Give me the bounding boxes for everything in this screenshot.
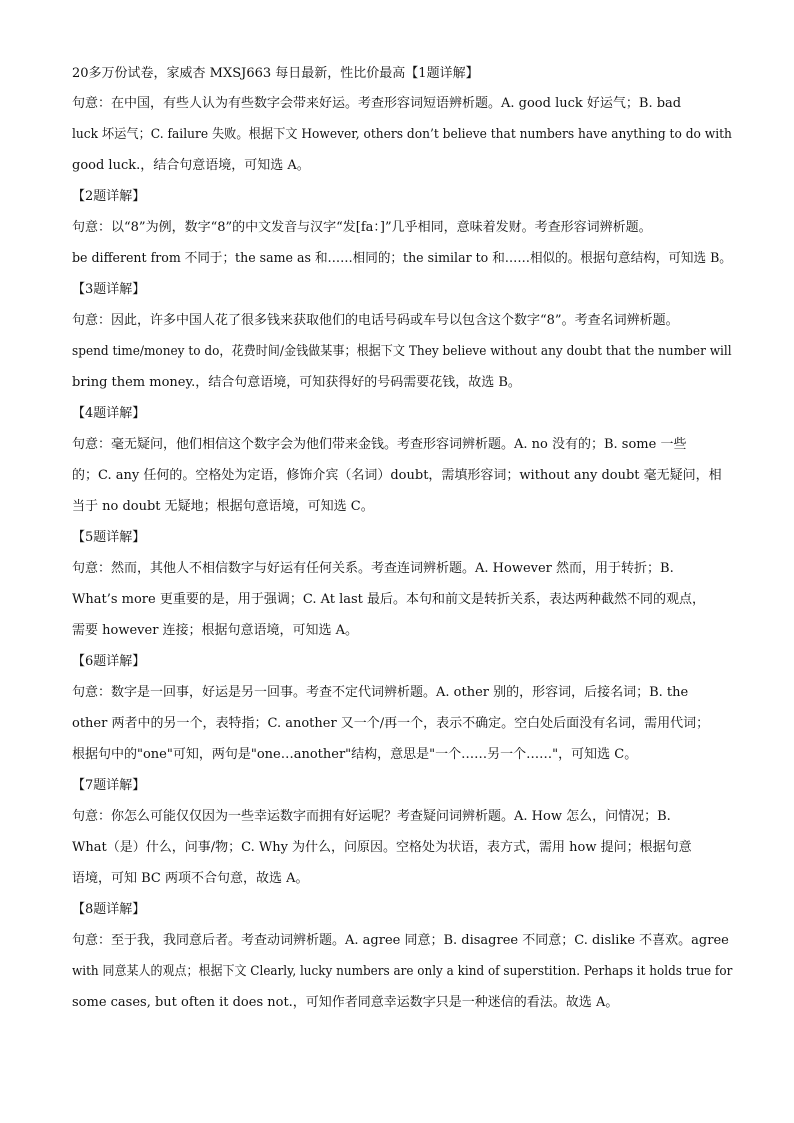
section-title: 【7题详解】 (72, 778, 146, 793)
text-line: be different from 不同于；the same as 和……相同的；the similar to 和……相似的。根据句意结构，可知选 B。 (72, 251, 732, 266)
answer-section-3 (72, 274, 732, 398)
section-title: 【6题详解】 (72, 654, 146, 669)
explanation-paragraph (72, 553, 732, 646)
explanation-paragraph (72, 801, 732, 894)
explanation-paragraph (72, 88, 732, 181)
text-line: bring them money.，结合句意语境，可知获得好的号码需要花钱，故选 B。 (72, 375, 521, 390)
section-title: 【4题详解】 (72, 406, 146, 421)
document-page (72, 60, 732, 1018)
answer-section-8 (72, 894, 732, 1018)
explanation-paragraph (72, 429, 732, 522)
answer-section-6 (72, 646, 732, 770)
text-line: 句意：数字是一回事，好运是另一回事。考查不定代词辨析题。A. other 别的，形容词，后接名词；B. the (72, 685, 689, 700)
text-line: 句意：然而，其他人不相信数字与好运有任何关系。考查连词辨析题。A. However 然而，用于转折；B. (72, 561, 674, 576)
text-line: with 同意某人的观点；根据下文 Clearly, lucky numbers are only a kind of superstition. Perhaps it holds true for (72, 964, 733, 979)
answer-section-7 (72, 770, 732, 894)
text-line: spend time/money to do，花费时间/金钱做某事；根据下文 They believe without any doubt that the number will (72, 344, 732, 359)
text-line: What’s more 更重要的是，用于强调；C. At last 最后。本句和前文是转折关系，表达两种截然不同的观点， (72, 592, 706, 607)
text-line: What（是）什么，问事/物；C. Why 为什么，问原因。空格处为状语，表方式，需用 how 提问；根据句意 (72, 840, 692, 855)
text-line: 当于 no doubt 无疑地；根据句意语境，可知选 C。 (72, 499, 374, 514)
section-title: 【5题详解】 (72, 530, 146, 545)
explanation-paragraph (72, 305, 732, 398)
answer-section-2 (72, 181, 732, 274)
text-line: 的；C. any 任何的。空格处为定语，修饰介宾（名词）doubt，需填形容词；without any doubt 毫无疑问，相 (72, 468, 722, 483)
text-line: 句意：至于我，我同意后者。考查动词辨析题。A. agree 同意；B. disagree 不同意；C. dislike 不喜欢。agree (72, 933, 729, 948)
text-line: 句意：在中国，有些人认为有些数字会带来好运。考查形容词短语辨析题。A. good luck 好运气；B. bad (72, 96, 682, 111)
text-line: 句意：以“8”为例，数字“8”的中文发音与汉字“发[fa：]”几乎相同，意味着发财。考查形容词辨析题。 (72, 220, 652, 235)
text-line: luck 坏运气；C. failure 失败。根据下文 However, others don’t believe that numbers have anything to do with (72, 127, 732, 142)
text-line: 语境，可知 BC 两项不合句意，故选 A。 (72, 871, 309, 886)
text-line: 句意：毫无疑问，他们相信这个数字会为他们带来金钱。考查形容词辨析题。A. no 没有的；B. some 一些 (72, 437, 687, 452)
section-title: 【3题详解】 (72, 282, 146, 297)
answer-section-1 (72, 88, 732, 181)
text-line: 句意：你怎么可能仅仅因为一些幸运数字而拥有好运呢？考查疑问词辨析题。A. How 怎么，问情况；B. (72, 809, 671, 824)
answer-section-5 (72, 522, 732, 646)
explanation-paragraph (72, 677, 732, 770)
section-title: 【8题详解】 (72, 902, 146, 917)
text-line: other 两者中的另一个，表特指；C. another 又一个/再一个，表示不确定。空白处后面没有名词，需用代词； (72, 716, 710, 731)
text-line: 根据句中的"one"可知，两句是"one…another"结构，意思是"一个……另一个……"，可知选 C。 (72, 747, 638, 762)
explanation-paragraph (72, 212, 732, 274)
text-line: 需要 however 连接；根据句意语境，可知选 A。 (72, 623, 359, 638)
document-header: 20多万份试卷，家威杏 MXSJ663 每日最新，性比价最高【1题详解】 (72, 66, 479, 81)
text-line: good luck.，结合句意语境，可知选 A。 (72, 158, 310, 173)
explanation-paragraph (72, 925, 732, 1018)
text-line: some cases, but often it does not.，可知作者同意幸运数字只是一种迷信的看法。故选 A。 (72, 995, 619, 1010)
answer-section-4 (72, 398, 732, 522)
text-line: 句意：因此，许多中国人花了很多钱来获取他们的电话号码或车号以包含这个数字“8”。考查名词辨析题。 (72, 313, 679, 328)
section-title: 【2题详解】 (72, 189, 146, 204)
